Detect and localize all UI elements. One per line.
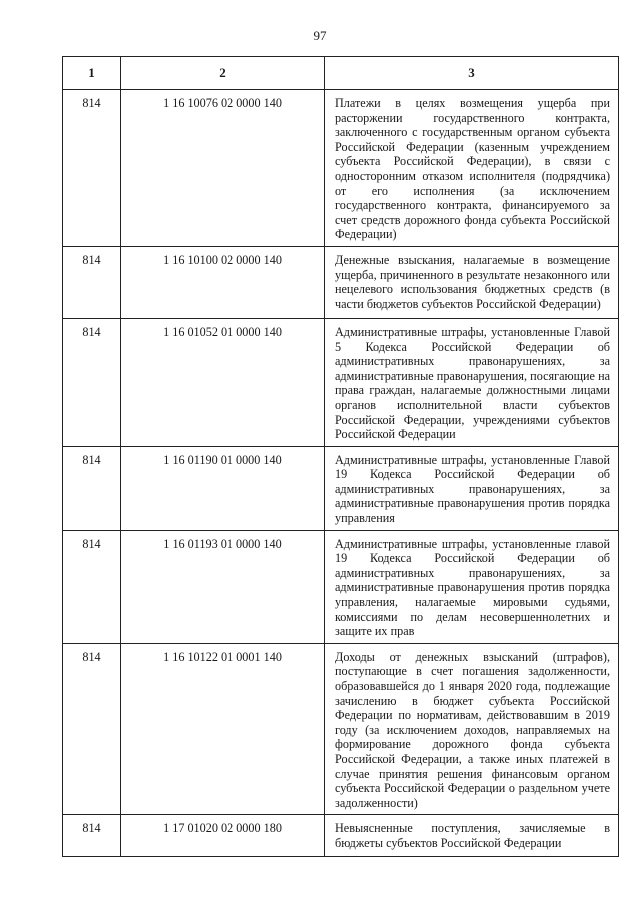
admin-code-cell: 814 <box>63 246 121 318</box>
description-cell: Невыясненные поступления, зачисляемые в бюджеты субъектов Российской Федерации <box>325 815 619 857</box>
kbk-code-cell: 1 17 01020 02 0000 180 <box>121 815 325 857</box>
page-number: 97 <box>313 28 327 43</box>
kbk-code-cell: 1 16 10122 01 0001 140 <box>121 643 325 815</box>
kbk-code-cell: 1 16 10076 02 0000 140 <box>121 90 325 247</box>
description-cell: Административные штрафы, установленные Главой 19 Кодекса Российской Федерации об административных правонарушениях, за административные правонарушения против порядка управления <box>325 446 619 530</box>
table-header <box>63 57 619 90</box>
description-cell: Доходы от денежных взысканий (штрафов), поступающие в счет погашения задолженности, образовавшейся до 1 января 2020 года, подлежащие зачислению в бюджет субъекта Российской Федерации по нормативам, действовавшим в 2019 году (за исключением доходов, направляемых на формирование дорожного фонда субъекта Российской Федерации, а также иных платежей в случае принятия решения финансовым органом субъекта Российской Федерации о раздельном учете задолженности) <box>325 643 619 815</box>
table-row <box>63 643 619 815</box>
table-row <box>63 815 619 857</box>
admin-code-cell: 814 <box>63 815 121 857</box>
admin-code-cell: 814 <box>63 643 121 815</box>
revenue-codes-table <box>62 56 619 857</box>
table-header-row <box>63 57 619 90</box>
description-cell: Административные штрафы, установленные Главой 5 Кодекса Российской Федерации об административных правонарушениях, за административные правонарушения, посягающие на права граждан, налагаемые должностными лицами органов исполнительной власти субъектов Российской Федерации, учреждениями субъектов Российской Федерации <box>325 318 619 446</box>
column-header-3: 3 <box>325 57 619 90</box>
kbk-code-cell: 1 16 01052 01 0000 140 <box>121 318 325 446</box>
kbk-code-cell: 1 16 10100 02 0000 140 <box>121 246 325 318</box>
table-row <box>63 90 619 247</box>
admin-code-cell: 814 <box>63 90 121 247</box>
column-header-2: 2 <box>121 57 325 90</box>
table-row <box>63 318 619 446</box>
kbk-code-cell: 1 16 01193 01 0000 140 <box>121 530 325 643</box>
admin-code-cell: 814 <box>63 318 121 446</box>
table-row <box>63 246 619 318</box>
description-cell: Административные штрафы, установленные главой 19 Кодекса Российской Федерации об административных правонарушениях, за административные правонарушения против порядка управления, налагаемые мировыми судьями, комиссиями по делам несовершеннолетних и защите их прав <box>325 530 619 643</box>
description-cell: Платежи в целях возмещения ущерба при расторжении государственного контракта, заключенного с государственным органом субъекта Российской Федерации (казенным учреждением субъекта Российской Федерации), в связи с односторонним отказом исполнителя (подрядчика) от его исполнения (за исключением государственного контракта, финансируемого за счет средств дорожного фонда субъекта Российской Федерации) <box>325 90 619 247</box>
admin-code-cell: 814 <box>63 446 121 530</box>
kbk-code-cell: 1 16 01190 01 0000 140 <box>121 446 325 530</box>
column-header-1: 1 <box>63 57 121 90</box>
description-cell: Денежные взыскания, налагаемые в возмещение ущерба, причиненного в результате незаконного или нецелевого использования бюджетных средств (в части бюджетов субъектов Российской Федерации) <box>325 246 619 318</box>
table-row <box>63 446 619 530</box>
table-row <box>63 530 619 643</box>
table-body <box>63 90 619 857</box>
admin-code-cell: 814 <box>63 530 121 643</box>
